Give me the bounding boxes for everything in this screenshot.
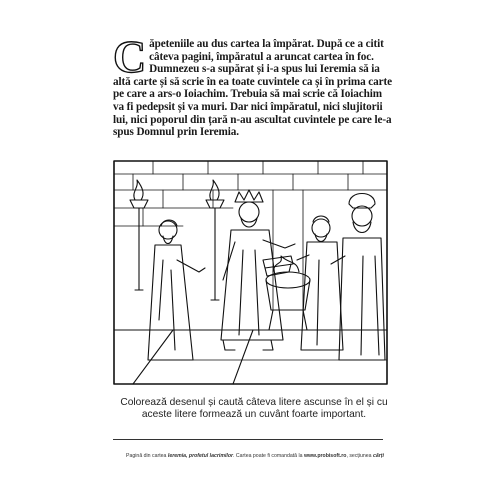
left-advisor-figure — [148, 220, 205, 360]
answer-line — [113, 439, 383, 440]
left-torch — [130, 180, 148, 290]
story-paragraph — [113, 31, 395, 139]
footer-section-prefix: , secțiunea — [346, 453, 373, 459]
stone-wall — [114, 161, 387, 310]
story-text: ăpeteniile au dus cartea la împărat. După ce a citit câteva pagini, împăratul a aruncat cartea în foc. Dumnezeu s-a supărat și i-a spus lui Ieremia să ia altă carte și să scrie în ea toate cuvintele ca și în prima carte pe care a ars-o Ioiachim. Trebuia să mai scrie că Ioiachim va fi pedepsit și va muri. Dar nici împăratul, nici slujitorii lui, nici poporul din țară n-au ascultat cuvintele pe care le-a spus Domnul prin Ieremia. — [113, 38, 393, 139]
coloring-illustration — [113, 160, 388, 385]
illustration-frame — [114, 161, 387, 384]
drop-cap-letter: C — [113, 31, 147, 82]
page-footer — [110, 453, 400, 459]
footer-middle: . Cartea poate fi comandată la — [233, 453, 304, 459]
footer-section: cărți — [372, 453, 384, 459]
footer-book-title: Ieremia, profetul lacrimilor — [167, 453, 234, 459]
king-figure — [221, 190, 295, 350]
instruction-caption: Colorează desenul și caută câteva litere ascunse în el și cu aceste litere formează un cuvânt foarte important. — [120, 397, 388, 421]
middle-torch — [206, 180, 224, 300]
footer-website-link[interactable]: www.probisoft.ro — [303, 453, 347, 459]
floor — [114, 330, 387, 384]
footer-prefix: Pagină din cartea — [126, 453, 168, 459]
illustration-drawing — [113, 160, 388, 385]
